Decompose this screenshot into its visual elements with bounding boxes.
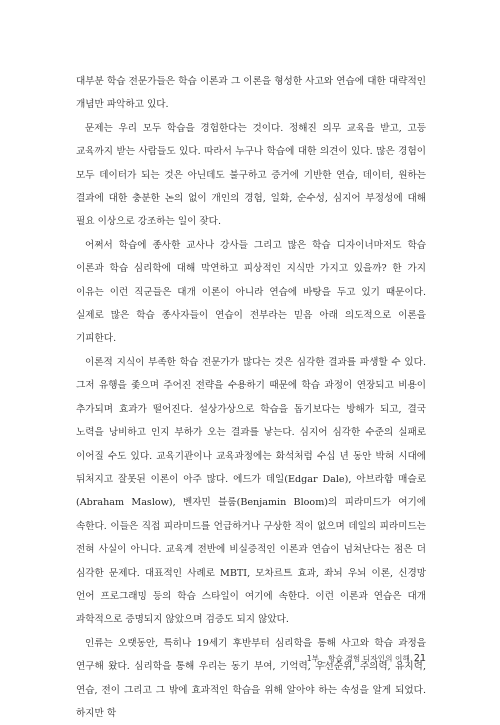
paragraph-2: 문제는 우리 모두 학습을 경험한다는 것이다. 정해진 의무 교육을 받고, 고등 교육까지 받는 사람들도 있다. 따라서 누구나 학습에 대한 의견이 있다. 많은 경험이 모두 데이터가 되는 것은 아닌데도 불구하고 증거에 기반한 연습, 데이터, 원하는 결과에 대한 충분한 논의 없이 개인의 경험, 일화, 순수성, 심지어 부정성에 대해 필요 이상으로 강조하는 일이 잦다.: [76, 122, 426, 228]
body-text: [76, 70, 426, 725]
page-footer: [307, 653, 426, 664]
paragraph-1: 대부분 학습 전문가들은 학습 이론과 그 이론을 형성한 사고와 연습에 대한 대략적인 개념만 파악하고 있다.: [76, 76, 426, 111]
running-head: 1부 _ 학습 경험 디자인의 이해: [306, 654, 410, 663]
paragraph-4: 이론적 지식이 부족한 학습 전문가가 많다는 것은 심각한 결과를 파생할 수 있다. 그저 유행을 좇으며 주어진 전략을 수용하기 때문에 학습 과정이 연장되고 비용이 추가되며 효과가 떨어진다. 설상가상으로 학습을 돕기보다는 방해가 되고, 결국 노력을 낭비하고 인지 부하가 오는 결과를 낳는다. 심지어 심각한 수준의 실패로 이어질 수도 있다. 교육기관이나 교육과정에는 화석처럼 수십 년 동안 박혀 시대에 뒤처지고 잘못된 이론이 아주 많다. 에드가 데일(Edgar Dale), 아브라함 매슬로(Abraham Maslow), 벤자민 블룸(Benjamin Bloom)의 피라미드가 여기에 속한다. 이들은 직접 피라미드를 언급하거나 구상한 적이 없으며 데일의 피라미드는 전혀 사실이 아니다. 교육계 전반에 비실증적인 이론과 연습이 넘쳐난다는 점은 더 심각한 문제다. 대표적인 사례로 MBTI, 모차르트 효과, 좌뇌 우뇌 이론, 신경망 언어 프로그래밍 등의 학습 스타일이 여기에 속한다. 이런 이론과 연습은 대개 과학적으로 증명되지 않았으며 검증도 되지 않았다.: [76, 356, 426, 626]
paragraph-3: 어쩌서 학습에 종사한 교사나 강사들 그리고 많은 학습 디자이너마저도 학습 이론과 학습 심리학에 대해 막연하고 피상적인 지식만 가지고 있을까? 한 가지 이유는 이런 직군들은 대개 이론이 아니라 연습에 바탕을 두고 있기 때문이다. 실제로 많은 학습 종사자들이 연습이 전부라는 믿음 아래 의도적으로 이론을 기피한다.: [76, 239, 426, 345]
paragraph-5: 인류는 오랫동안, 특히나 19세기 후반부터 심리학을 통해 사고와 학습 과정을 연구해 왔다. 심리학을 통해 우리는 동기 부여, 기억력, 우선순위, 주의력, 유지력, 연습, 전이 그리고 그 밖에 효과적인 학습을 위해 알아야 하는 속성을 알게 되었다. 하지만 학: [76, 637, 426, 719]
page-number: 21: [413, 653, 426, 664]
